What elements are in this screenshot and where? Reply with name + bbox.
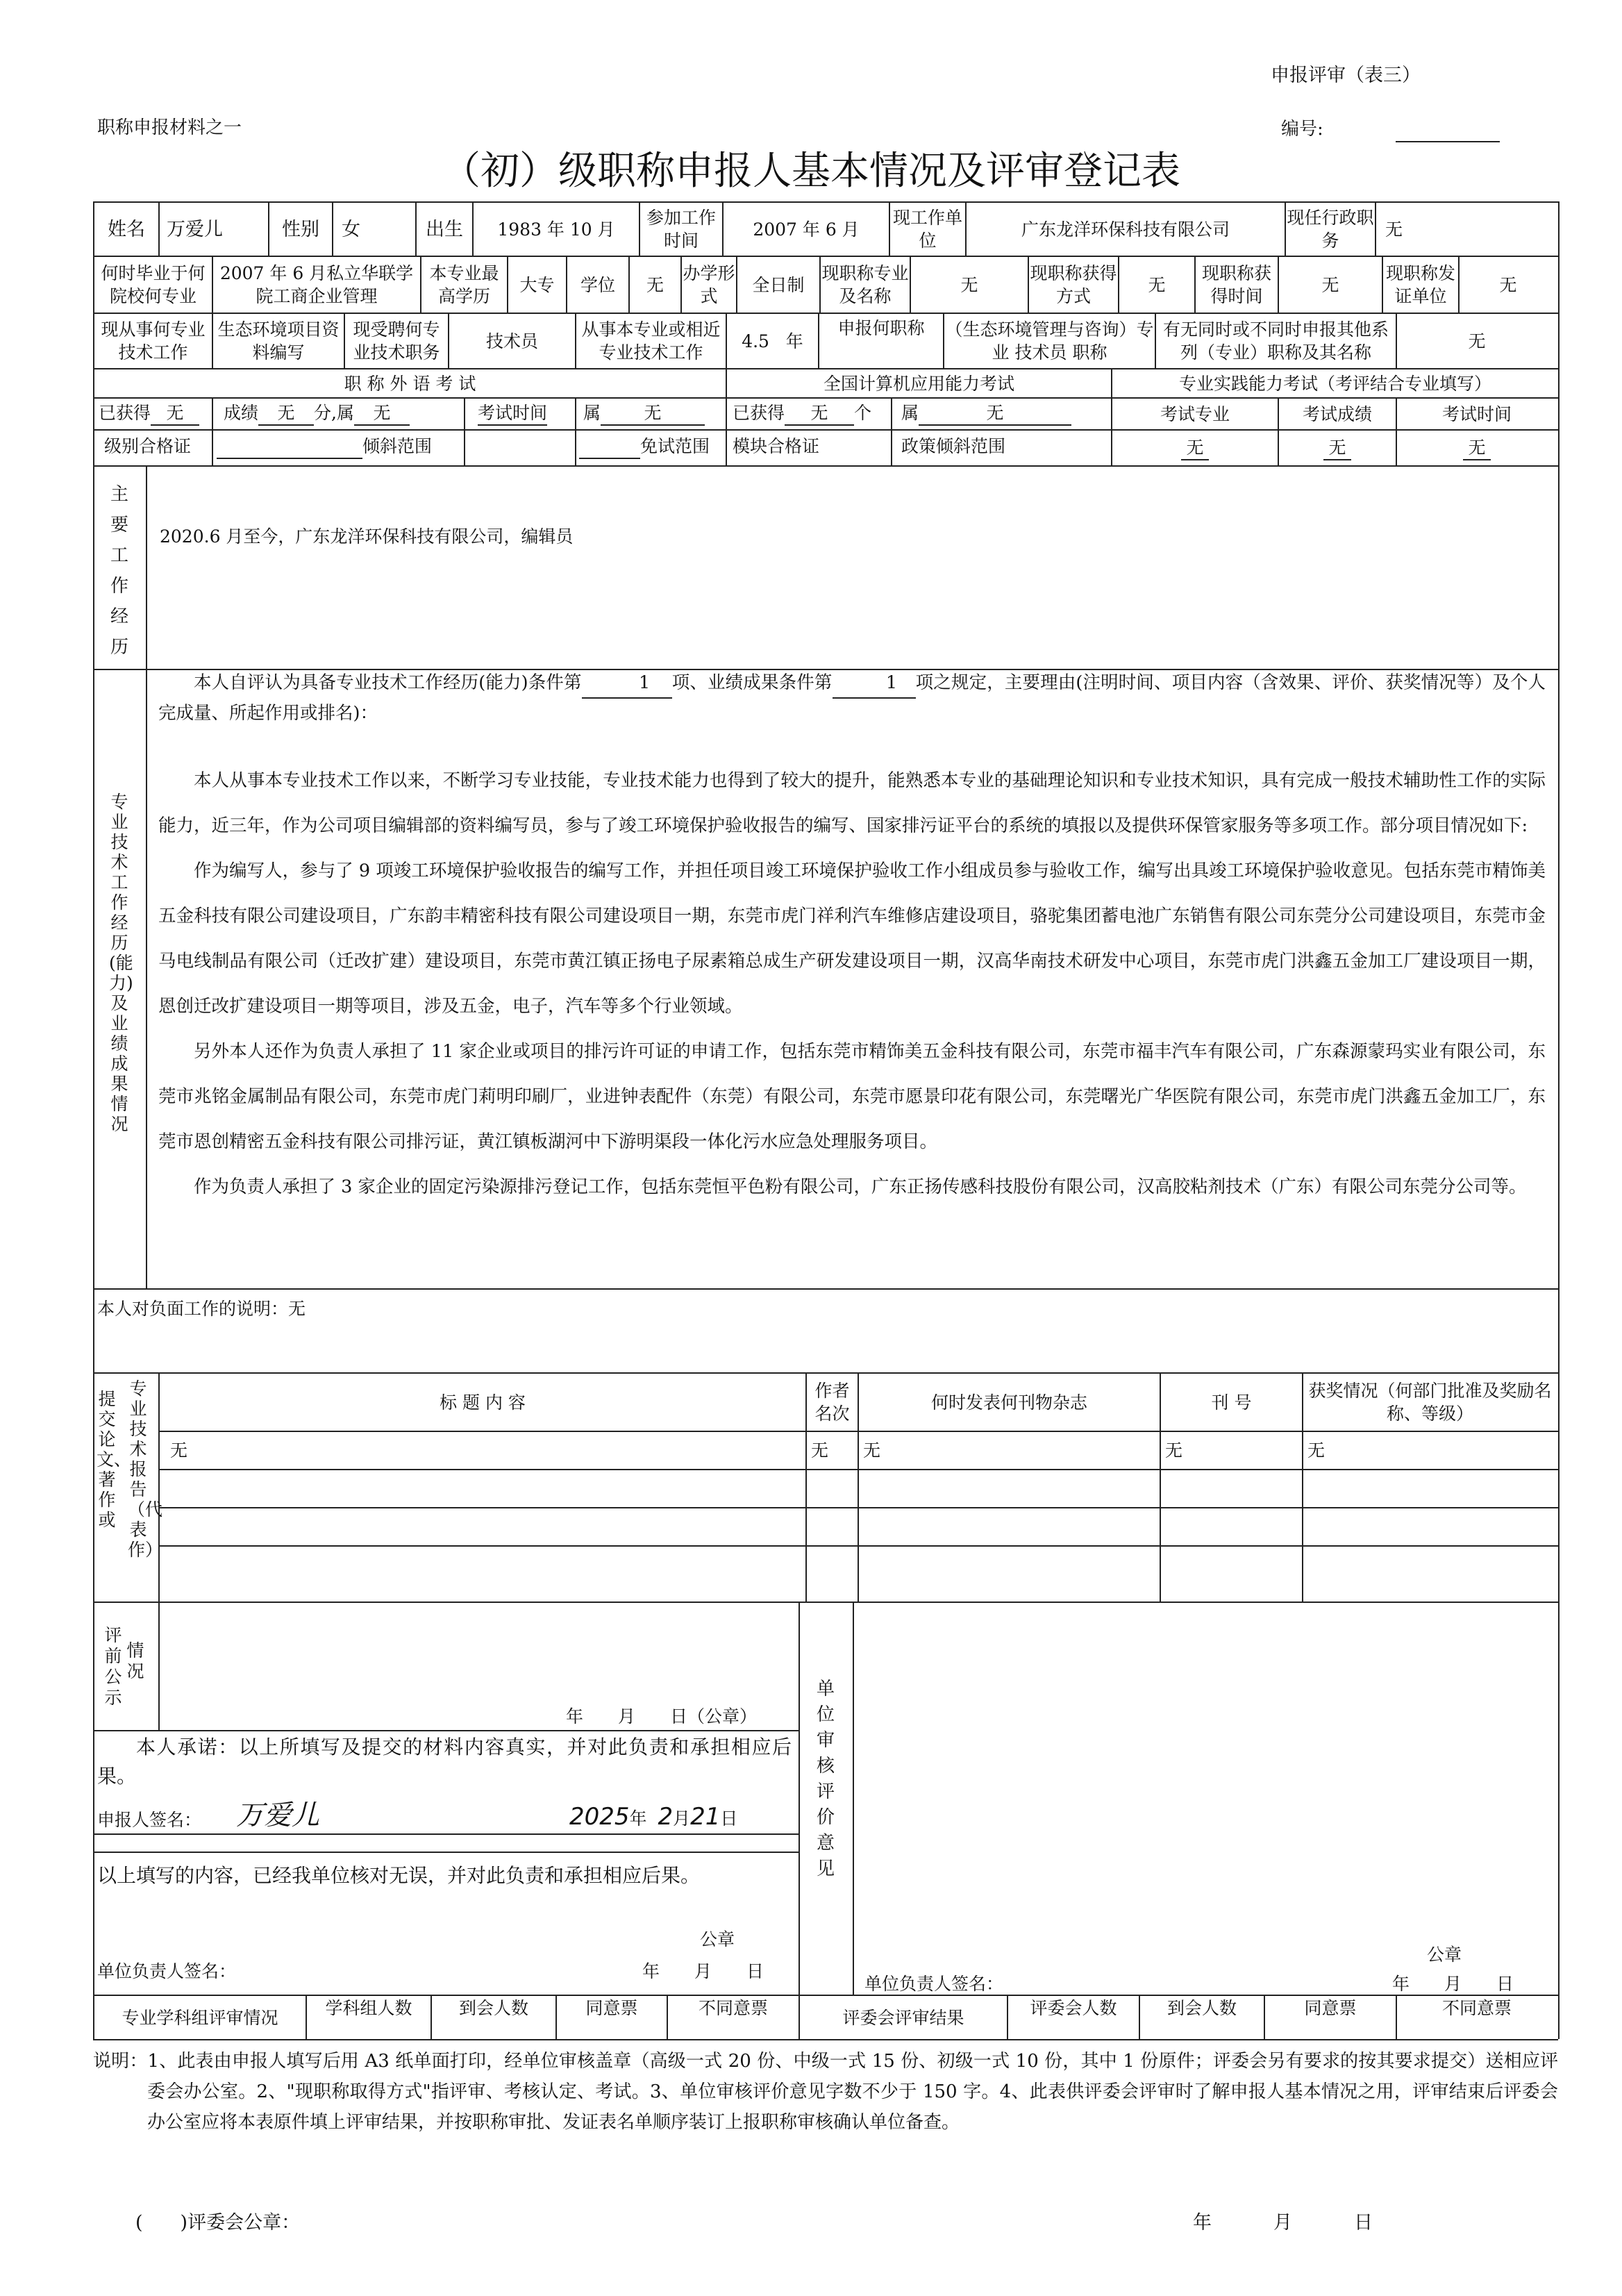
hired-post-label: 现受聘何专业技术职务 [353, 319, 440, 363]
number-blank [1396, 141, 1500, 142]
obtain-time-value: 无 [1321, 274, 1339, 295]
papers-col-award: 获奖情况（何部门批准及奖励名称、等级） [1308, 1381, 1552, 1424]
study-mode-label: 办学形式 [683, 263, 735, 306]
group-members-label: 学科组人数 [325, 1997, 412, 2018]
publicity-label: 评前公示 [104, 1625, 122, 1708]
publicity-label-2: 情况 [126, 1640, 144, 1681]
papers-row-rank: 无 [811, 1440, 829, 1461]
study-mode-value: 全日制 [752, 274, 805, 295]
committee-agree-label: 同意票 [1304, 1997, 1357, 2018]
apply-title-label: 申报何职称 [837, 317, 925, 338]
foreign-exam-header: 职 称 外 语 考 试 [344, 373, 476, 394]
practice-major-value: 无 [1112, 431, 1278, 465]
group-present-label: 到会人数 [458, 1997, 528, 2018]
issuer-value: 无 [1499, 274, 1517, 295]
practice-time-label: 考试时间 [1441, 404, 1512, 424]
group-agree-label: 同意票 [585, 1997, 638, 2018]
footer-day: 日 [1354, 2212, 1373, 2233]
practice-score-label: 考试成绩 [1302, 404, 1372, 424]
gender-value: 女 [342, 218, 360, 240]
current-work-value: 生态环境项目资料编写 [217, 319, 340, 363]
fl-obtained: 已获得 无 [99, 401, 199, 426]
education-value: 大专 [519, 274, 555, 295]
papers-row-journal: 无 [863, 1440, 881, 1461]
material-label: 职称申报材料之一 [97, 117, 242, 138]
current-work-label: 现从事何专业技术工作 [101, 319, 206, 363]
pc-obtained: 已获得 无 个 [733, 401, 871, 426]
papers-row-title: 无 [170, 1440, 188, 1461]
work-start-label: 参加工作时间 [646, 208, 716, 251]
performance-label: 专业技术工作经历(能力)及业绩成果情况 [109, 792, 133, 1134]
papers-col-rank: 作者名次 [814, 1381, 850, 1424]
degree-value: 无 [646, 274, 664, 295]
papers-row-award: 无 [1307, 1440, 1326, 1461]
fl-score: 成绩 无 分,属 无 [224, 401, 410, 426]
pledge-sign-label: 申报人签名： [97, 1810, 202, 1830]
education-label: 本专业最高学历 [429, 263, 499, 306]
name-value: 万爱儿 [167, 218, 223, 240]
papers-col-title: 标 题 内 容 [440, 1392, 526, 1413]
papers-row-issue: 无 [1165, 1440, 1183, 1461]
pledge-date: 2025年 2月21日 [569, 1803, 738, 1831]
performance-paragraph: 作为负责人承担了 3 家企业的固定污染源排污登记工作，包括东莞恒平色粉有限公司，广东正扬传感科技股份有限公司，汉高胶粘剂技术（广东）有限公司东莞分公司等。 [194, 1176, 1527, 1197]
papers-label-left: 提交论文、著作或 [97, 1389, 132, 1530]
pc-policy: 属 无 [901, 401, 1071, 426]
committee-disagree-label: 不同意票 [1441, 1997, 1512, 2018]
obtain-time-label: 现职称获得时间 [1201, 263, 1271, 306]
number-label: 编号: [1281, 119, 1323, 140]
performance-body [158, 758, 1546, 1210]
fl-exempt: 属 无 [583, 401, 705, 426]
computer-exam-header: 全国计算机应用能力考试 [823, 373, 1014, 394]
pledge-text: 本人承诺：以上所填写及提交的材料内容真实，并对此负责和承担相应后果。 [97, 1736, 792, 1788]
unit-review-label: 单位审核评价意见 [816, 1679, 835, 1879]
unit-review-head-sign: 单位负责人签名： [864, 1974, 1004, 1994]
committee-members-label: 评委会人数 [1030, 1997, 1117, 2018]
fl-score-suffix: 倾斜范围 [217, 435, 432, 459]
graduation-label: 何时毕业于何院校何专业 [101, 263, 206, 306]
unit-check-head-sign: 单位负责人签名： [97, 1961, 237, 1981]
performance-intro: 本人自评认为具备专业技术工作经历(能力)条件第 1 项、业绩成果条件第 1 项之规定，主要理由(注明时间、项目内容（含效果、评价、获奖情况等）及个人完成量、所起作用或排名)： [158, 668, 1546, 728]
group-review-label: 专业学科组评审情况 [122, 2007, 278, 2028]
unit-review-date: 年 月 日 [1392, 1974, 1514, 1994]
admin-post-label: 现任行政职务 [1287, 208, 1374, 251]
group-disagree-label: 不同意票 [698, 1997, 768, 2018]
practice-time-value: 无 [1397, 431, 1557, 465]
unit-check-stamp: 公章 [700, 1929, 735, 1949]
years-value: 4.5 年 [742, 331, 803, 351]
fl-exempt-suffix: 免试范围 [579, 435, 710, 459]
admin-post-value: 无 [1385, 219, 1403, 240]
footer-year: 年 [1193, 2212, 1212, 2233]
committee-result-label: 评委会评审结果 [842, 2007, 964, 2028]
birth-value: 1983 年 10 月 [497, 219, 615, 240]
current-title-label: 现职称专业及名称 [821, 263, 909, 306]
current-title-value: 无 [960, 274, 978, 295]
gender-label: 性别 [282, 218, 319, 240]
work-start-value: 2007 年 6 月 [753, 219, 860, 240]
papers-col-issue: 刊 号 [1211, 1392, 1252, 1413]
name-label: 姓名 [108, 218, 145, 240]
issuer-label: 现职称发证单位 [1385, 263, 1455, 306]
practice-exam-header: 专业实践能力考试（考评结合专业填写） [1178, 373, 1491, 394]
apply-title-value: （生态环境管理与咨询）专业 技术员 职称 [945, 319, 1154, 363]
employer-value: 广东龙洋环保科技有限公司 [1021, 219, 1230, 240]
applicant-signature: 万爱儿 [236, 1799, 319, 1831]
degree-label: 学位 [580, 274, 615, 295]
publicity-date: 年 月 日（公章） [566, 1706, 758, 1727]
graduation-value: 2007 年 6 月私立华联学院工商企业管理 [219, 263, 414, 306]
pc-policy-suffix: 政策倾斜范围 [901, 436, 1006, 456]
hired-post-value: 技术员 [485, 331, 538, 351]
performance-paragraph: 作为编写人，参与了 9 项竣工环境保护验收报告的编写工作，并担任项目竣工环境保护验收工作小组成员参与验收工作，编写出具竣工环境保护验收意见。包括东莞市精饰美五金科技有限公司建设项目，广东韵丰精密科技有限公司建设项目一期，东莞市虎门祥利汽车维修店建设项目，骆驼集团蓄电池广东销售有限公司东莞分公司建设项目，东莞市金马电线制品有限公司（迁改扩建）建设项目，东莞市黄江镇正扬电子尿素箱总成生产研发建设项目一期，汉高华南技术研发中心项目，东莞市虎门洪鑫五金加工厂建设项目一期，恩创迁改扩建设项目一期等项目，涉及五金，电子，汽车等多个行业领域。 [158, 860, 1546, 1017]
work-history-text: 2020.6 月至今，广东龙洋环保科技有限公司，编辑员 [160, 526, 574, 547]
performance-paragraph: 另外本人还作为负责人承担了 11 家企业或项目的排污许可证的申请工作，包括东莞市精饰美五金科技有限公司，东莞市福丰汽车有限公司，广东森源蒙玛实业有限公司，东莞市兆铭金属制品有限公司，东莞市虎门莉明印刷厂，业进钟表配件（东莞）有限公司，东莞市愿景印花有限公司，东莞曙光广华医院有限公司，东莞市虎门洪鑫五金加工厂，东莞市恩创精密五金科技有限公司排污证，黄江镇板湖河中下游明渠段一体化污水应急处理服务项目。 [158, 1041, 1546, 1152]
work-history-label: 主要工作经历 [110, 484, 128, 658]
obtain-method-label: 现职称获得方式 [1030, 263, 1117, 306]
papers-label-right: 专业技术报告（代表作） [128, 1379, 163, 1560]
unit-review-stamp: 公章 [1427, 1945, 1462, 1965]
years-label: 从事本专业或相近专业技术工作 [581, 319, 721, 363]
notes: 说明：1、此表由申报人填写后用 A3 纸单面打印，经单位审核盖章（高级一式 20 份、中级一式 15 份、初级一式 10 份，其中 1 份原件；评委会另有要求的按其要求提交）送相应评委会办公室。2、"现职称取得方式"指评审、考核认定、考试。3、单位审核评价意见字数不少于 150 字。4、此表供评委会评审时了解申报人基本情况之用，评审结束后评委会办公室应将本表原件填上评审结果，并按职称审批、发证表名单顺序装订上报职称审核确认单位备查。 [93, 2051, 1558, 2133]
unit-check-text: 以上填写的内容，已经我单位核对无误，并对此负责和承担相应后果。 [97, 1864, 701, 1887]
committee-present-label: 到会人数 [1167, 1997, 1237, 2018]
unit-check-date: 年 月 日 [642, 1961, 764, 1981]
other-apply-value: 无 [1468, 331, 1486, 351]
birth-label: 出生 [426, 218, 463, 240]
practice-score-value: 无 [1279, 431, 1396, 465]
footer-month: 月 [1273, 2212, 1292, 2233]
employer-label: 现工作单位 [892, 208, 962, 251]
committee-seal: ( )评委会公章： [135, 2212, 301, 2233]
performance-paragraph: 本人从事本专业技术工作以来，不断学习专业技能，专业技术能力也得到了较大的提升，能熟悉本专业的基础理论知识和专业技术知识，具有完成一般技术辅助性工作的实际能力，近三年，作为公司项目编辑部的资料编写员，参与了竣工环境保护验收报告的编写、国家排污证平台的系统的填报以及提供环保管家服务等多项工作。部分项目情况如下: [158, 770, 1546, 836]
fl-obtained-suffix: 级别合格证 [104, 436, 192, 456]
negative-statement: 本人对负面工作的说明：无 [97, 1299, 306, 1319]
obtain-method-value: 无 [1148, 274, 1166, 295]
practice-major-label: 考试专业 [1160, 404, 1230, 424]
form-tag: 申报评审（表三） [1271, 65, 1421, 86]
other-apply-label: 有无同时或不同时申报其他系列（专业）职称及其名称 [1162, 319, 1389, 363]
fl-time-label: 考试时间 [478, 401, 547, 426]
pc-obtained-suffix: 模块合格证 [733, 436, 820, 456]
page-title: （初）级职称申报人基本情况及评审登记表 [442, 149, 1180, 194]
papers-col-journal: 何时发表何刊物杂志 [930, 1392, 1087, 1413]
